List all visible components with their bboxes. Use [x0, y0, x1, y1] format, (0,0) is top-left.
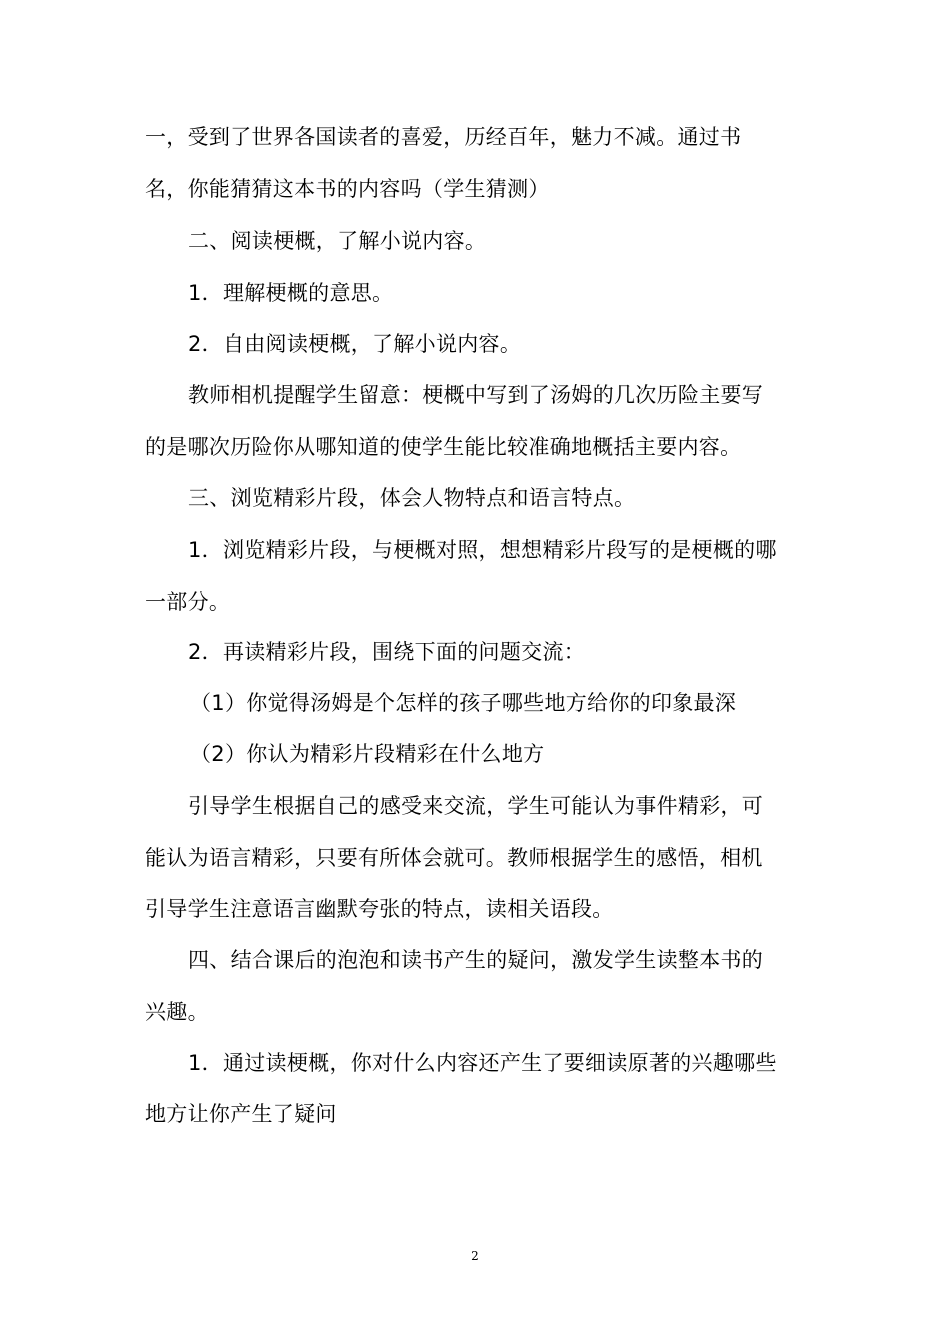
paragraph-line: 兴趣。	[145, 1000, 209, 1024]
section-heading: 三、浏览精彩片段，体会人物特点和语言特点。	[188, 486, 636, 510]
paragraph-line: 的是哪次历险你从哪知道的使学生能比较准确地概括主要内容。	[145, 435, 742, 459]
list-item: 2．自由阅读梗概，了解小说内容。	[188, 332, 522, 356]
list-item: 1．理解梗概的意思。	[188, 281, 394, 305]
sub-list-item: （2）你认为精彩片段精彩在什么地方	[190, 742, 545, 766]
page-number: 2	[471, 1249, 479, 1263]
section-heading: 二、阅读梗概，了解小说内容。	[188, 229, 487, 253]
paragraph-line: 教师相机提醒学生留意：梗概中写到了汤姆的几次历险主要写	[188, 383, 764, 407]
section-heading: 四、结合课后的泡泡和读书产生的疑问，激发学生读整本书的	[188, 948, 764, 972]
sub-list-item: （1）你觉得汤姆是个怎样的孩子哪些地方给你的印象最深	[190, 691, 737, 715]
paragraph-line: 名，你能猜猜这本书的内容吗（学生猜测）	[145, 177, 550, 201]
paragraph-line: 一部分。	[145, 590, 231, 614]
paragraph-line: 一，受到了世界各国读者的喜爱，历经百年，魅力不减。通过书	[145, 125, 742, 149]
list-item: 2．再读精彩片段，围绕下面的问题交流：	[188, 640, 586, 664]
paragraph-line: 引导学生根据自己的感受来交流，学生可能认为事件精彩，可	[188, 794, 764, 818]
list-item: 1．通过读梗概，你对什么内容还产生了要细读原著的兴趣哪些	[188, 1051, 777, 1075]
list-item: 1．浏览精彩片段，与梗概对照，想想精彩片段写的是梗概的哪	[188, 538, 777, 562]
paragraph-line: 能认为语言精彩，只要有所体会就可。教师根据学生的感悟，相机	[145, 846, 763, 870]
paragraph-line: 引导学生注意语言幽默夸张的特点，读相关语段。	[145, 897, 614, 921]
paragraph-line: 地方让你产生了疑问	[145, 1102, 337, 1126]
